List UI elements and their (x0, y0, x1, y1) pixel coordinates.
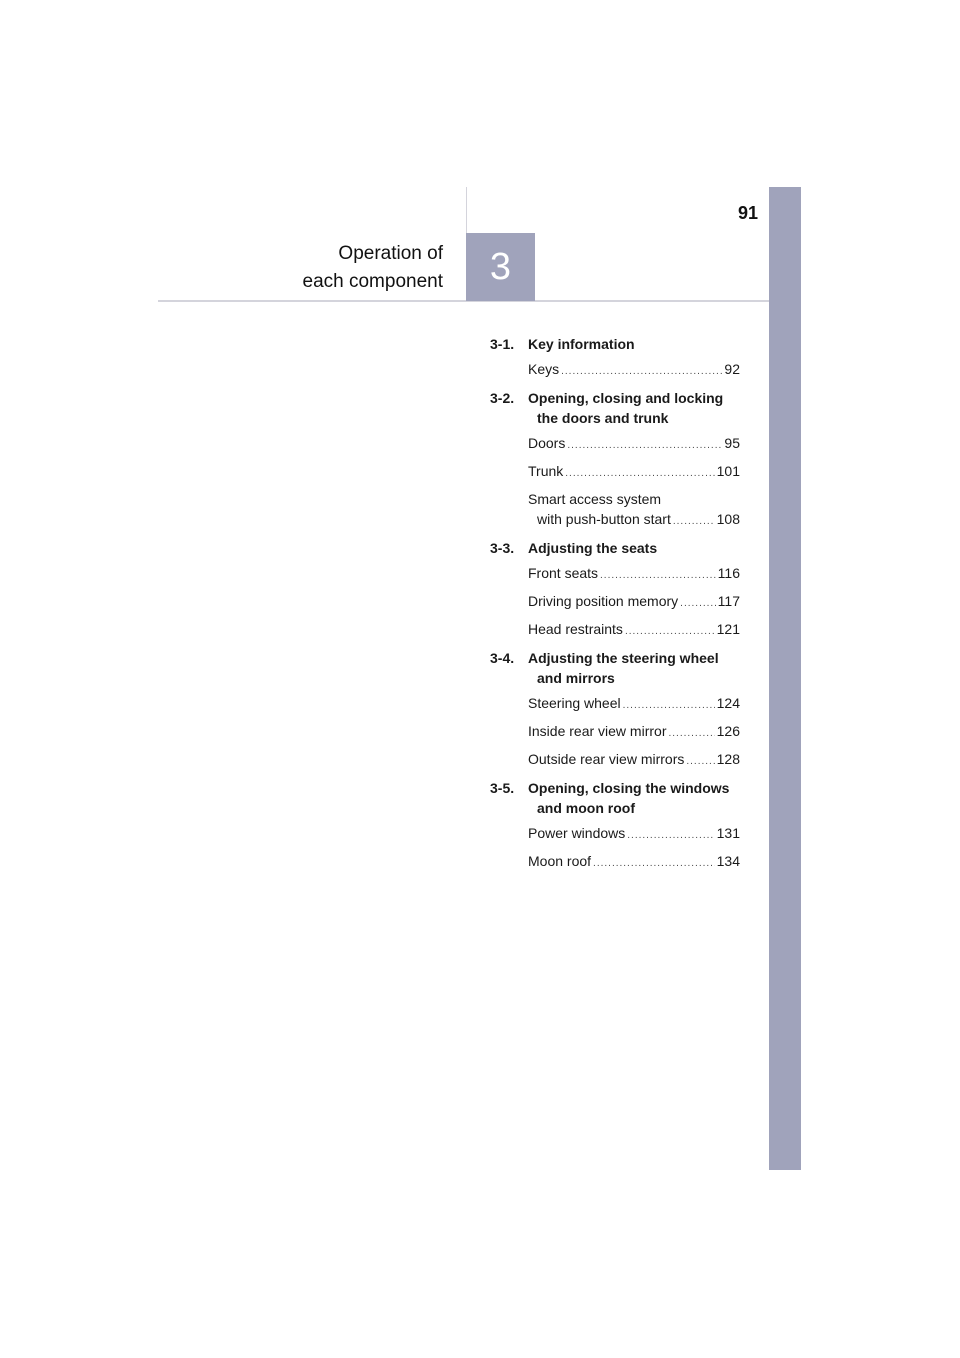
chapter-title (123, 240, 443, 296)
header-divider (466, 187, 467, 233)
entry-label: Steering wheel (528, 695, 621, 711)
section-number: 3-3. (490, 540, 515, 556)
dot-leader (561, 362, 722, 382)
section-title: Opening, closing and locking the doors and trunk (528, 390, 724, 426)
chapter-number-box (466, 233, 535, 301)
toc-section (490, 648, 740, 772)
entry-page: 124 (716, 695, 740, 711)
section-number: 3-5. (490, 780, 515, 796)
entry-page: 128 (716, 751, 740, 767)
section-number: 3-2. (490, 390, 515, 406)
section-title: Adjusting the seats (528, 540, 658, 556)
toc-entry-inside-mirror[interactable] (528, 721, 740, 744)
dot-leader (627, 826, 714, 846)
toc-entry-doors[interactable] (528, 433, 740, 456)
toc-entry-driving-position-memory[interactable] (528, 591, 740, 614)
dot-leader (623, 696, 715, 716)
section-title: Key information (528, 336, 635, 352)
chapter-title-line1: Operation of (338, 243, 443, 264)
section-number: 3-1. (490, 336, 515, 352)
entry-label: Trunk (528, 463, 564, 479)
entry-label: Front seats (528, 565, 599, 581)
entry-page: 131 (716, 825, 740, 841)
entry-page: 116 (717, 565, 740, 581)
section-title: Opening, closing the windows and moon roof (528, 780, 730, 816)
entry-label: Keys (528, 361, 560, 377)
entry-page: 121 (716, 621, 740, 637)
toc-section (490, 388, 740, 532)
toc-entry-trunk[interactable] (528, 461, 740, 484)
dot-leader (600, 566, 716, 586)
dot-leader (625, 622, 715, 642)
toc-section (490, 334, 740, 382)
toc-entry-smart-access[interactable] (528, 489, 740, 532)
section-title: Adjusting the steering wheel and mirrors (528, 650, 719, 686)
header-rule (158, 300, 769, 302)
dot-leader (680, 594, 716, 614)
entry-page: 95 (724, 435, 740, 451)
entry-page: 126 (716, 723, 740, 739)
entry-label: Head restraints (528, 621, 623, 637)
entry-label-line1: Smart access system (528, 491, 662, 507)
chapter-side-tab (769, 187, 801, 1170)
toc-entry-head-restraints[interactable] (528, 619, 740, 642)
entry-label: Inside rear view mirror (528, 723, 667, 739)
entry-page: 101 (716, 463, 740, 479)
entry-label: Driving position memory (528, 593, 679, 609)
toc-entry-front-seats[interactable] (528, 563, 740, 586)
entry-page: 134 (716, 853, 740, 869)
dot-leader (686, 752, 714, 772)
entry-page: 92 (724, 361, 740, 377)
section-number: 3-4. (490, 650, 515, 666)
chapter-title-line2: each component (302, 271, 443, 292)
toc-entry-keys[interactable] (528, 359, 740, 382)
entry-label: Doors (528, 435, 566, 451)
table-of-contents (490, 334, 740, 880)
entry-label: with push-button start (537, 511, 671, 527)
toc-entry-power-windows[interactable] (528, 823, 740, 846)
dot-leader (593, 854, 715, 874)
page-number: 91 (737, 203, 758, 223)
toc-entry-moon-roof[interactable] (528, 851, 740, 874)
dot-leader (673, 512, 715, 532)
dot-leader (668, 724, 714, 744)
entry-label: Power windows (528, 825, 626, 841)
toc-section (490, 538, 740, 642)
entry-page: 117 (717, 593, 740, 609)
chapter-number: 3 (489, 245, 512, 288)
toc-section (490, 778, 740, 874)
dot-leader (565, 464, 714, 484)
entry-page: 108 (716, 511, 740, 527)
toc-entry-outside-mirrors[interactable] (528, 749, 740, 772)
dot-leader (567, 436, 722, 456)
entry-label: Outside rear view mirrors (528, 751, 685, 767)
toc-entry-steering-wheel[interactable] (528, 693, 740, 716)
entry-label: Moon roof (528, 853, 592, 869)
